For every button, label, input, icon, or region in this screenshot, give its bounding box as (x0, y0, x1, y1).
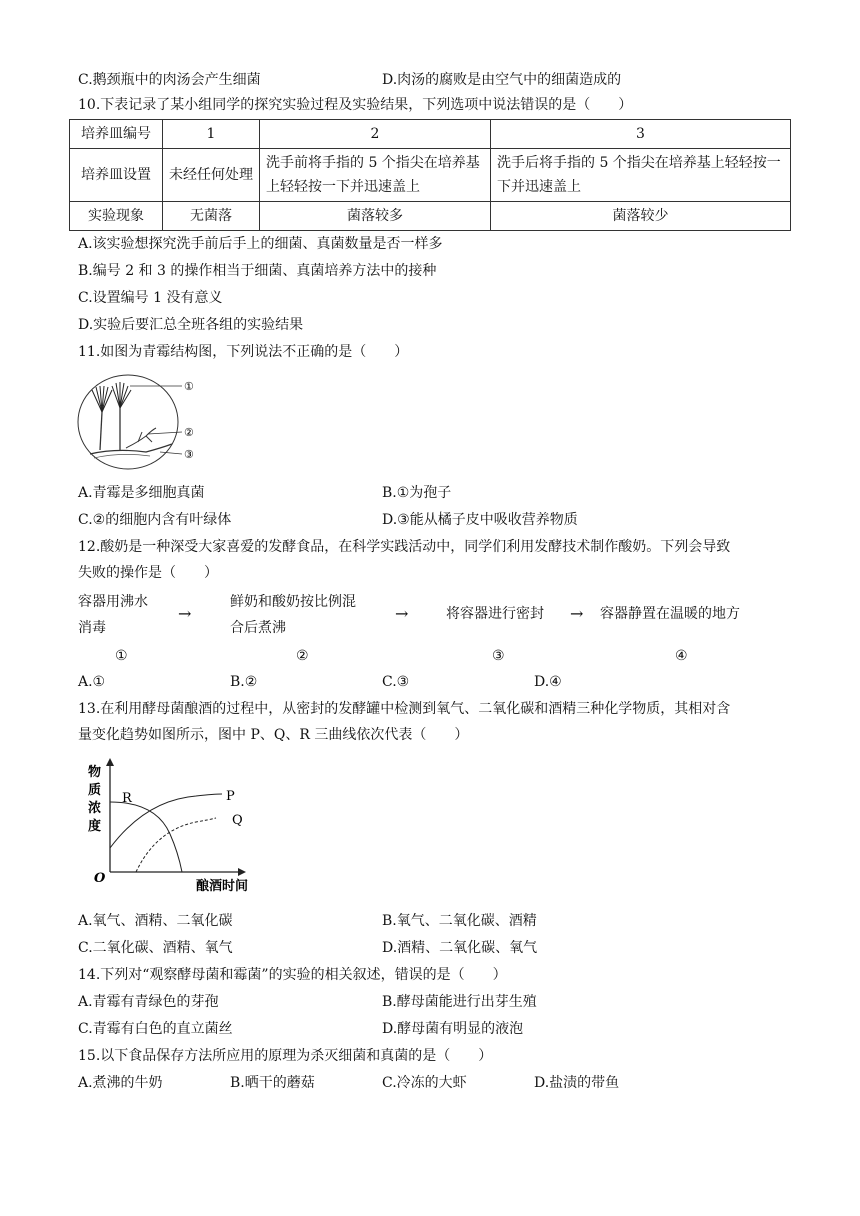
table-cell: 2 (260, 120, 491, 149)
step-number-2: ② (296, 648, 309, 664)
table-cell: 未经任何处理 (163, 149, 260, 202)
step-2-line1: 鲜奶和酸奶按比例混 (230, 594, 356, 610)
q11-option-c: C.②的细胞内含有叶绿体 (78, 512, 232, 528)
q14-option-a: A.青霉有青绿色的芽孢 (78, 994, 219, 1010)
arrow-icon: → (395, 604, 409, 623)
table-cell: 洗手后将手指的 5 个指尖在培养基上轻轻按一下并迅速盖上 (491, 149, 791, 202)
q14-option-c: C.青霉有白色的直立菌丝 (78, 1021, 233, 1037)
step-number-4: ④ (675, 648, 688, 664)
curve-label-p: P (226, 789, 235, 804)
table-cell: 实验现象 (70, 202, 163, 231)
q11-option-d: D.③能从橘子皮中吸收营养物质 (382, 512, 578, 528)
experiment-table (69, 119, 791, 231)
q10-option-d: D.实验后要汇总全班各组的实验结果 (78, 317, 304, 333)
q12-option-a: A.① (78, 674, 106, 690)
q10-option-b: B.编号 2 和 3 的操作相当于细菌、真菌培养方法中的接种 (78, 263, 437, 279)
q13-option-c: C.二氧化碳、酒精、氧气 (78, 940, 233, 956)
q12-option-d: D.④ (534, 674, 562, 690)
q11-option-a: A.青霉是多细胞真菌 (78, 485, 205, 501)
substance-concentration-graph (86, 756, 282, 900)
table-cell: 1 (163, 120, 260, 149)
curve-label-q: Q (232, 813, 243, 828)
table-cell: 洗手前将手指的 5 个指尖在培养基上轻轻按一下并迅速盖上 (260, 149, 491, 202)
q14-stem: 14.下列对“观察酵母菌和霉菌”的实验的相关叙述，错误的是（ ） (78, 967, 507, 983)
q13-option-d: D.酒精、二氧化碳、氧气 (382, 940, 538, 956)
step-number-3: ③ (492, 648, 505, 664)
q11-option-b: B.①为孢子 (382, 485, 452, 501)
q15-stem: 15.以下食品保存方法所应用的原理为杀灭细菌和真菌的是（ ） (78, 1048, 493, 1064)
q12-option-c: C.③ (382, 674, 410, 690)
label-1: ① (184, 380, 194, 393)
q14-option-d: D.酵母菌有明显的液泡 (382, 1021, 524, 1037)
q13-stem-line1: 13.在利用酵母菌酿酒的过程中，从密封的发酵罐中检测到氧气、二氧化碳和酒精三种化学物质，其相对含 (78, 701, 731, 717)
label-2: ② (184, 426, 194, 439)
x-axis-label: 酿酒时间 (196, 879, 249, 894)
q10-stem: 10.下表记录了某小组同学的探究实验过程及实验结果，下列选项中说法错误的是（ ） (78, 97, 633, 113)
y-label-char: 度 (88, 819, 102, 834)
q15-option-a: A.煮沸的牛奶 (78, 1075, 163, 1091)
y-label-char: 物 (88, 765, 102, 780)
arrow-icon: → (178, 604, 192, 623)
q9-option-c: C.鹅颈瓶中的肉汤会产生细菌 (78, 72, 261, 88)
q15-option-d: D.盐渍的带鱼 (534, 1075, 620, 1091)
penicillium-structure-diagram (76, 372, 206, 472)
q13-option-b: B.氧气、二氧化碳、酒精 (382, 913, 537, 929)
q13-option-a: A.氧气、酒精、二氧化碳 (78, 913, 233, 929)
table-cell: 无菌落 (163, 202, 260, 231)
q9-option-d: D.肉汤的腐败是由空气中的细菌造成的 (382, 72, 622, 88)
origin-label: O (94, 871, 106, 886)
q12-option-b: B.② (230, 674, 258, 690)
q10-option-a: A.该实验想探究洗手前后手上的细菌、真菌数量是否一样多 (78, 236, 443, 252)
step-number-1: ① (115, 648, 128, 664)
arrow-icon: → (570, 604, 584, 623)
step-2-line2: 合后煮沸 (230, 620, 286, 636)
label-3: ③ (184, 448, 194, 461)
q15-option-c: C.冷冻的大虾 (382, 1075, 467, 1091)
q10-option-c: C.设置编号 1 没有意义 (78, 290, 223, 306)
q11-stem: 11.如图为青霉结构图，下列说法不正确的是（ ） (78, 344, 409, 360)
q15-option-b: B.晒干的蘑菇 (230, 1075, 315, 1091)
q12-stem-line1: 12.酸奶是一种深受大家喜爱的发酵食品，在科学实践活动中，同学们利用发酵技术制作酸奶。下列会导致 (78, 539, 731, 555)
step-1-line1: 容器用沸水 (78, 594, 148, 610)
table-row (70, 202, 791, 231)
table-row (70, 149, 791, 202)
table-row (70, 120, 791, 149)
table-cell: 菌落较多 (260, 202, 491, 231)
table-cell: 3 (491, 120, 791, 149)
q13-stem-line2: 量变化趋势如图所示，图中 P、Q、R 三曲线依次代表（ ） (78, 727, 469, 743)
step-4: 容器静置在温暖的地方 (600, 606, 740, 622)
table-cell: 培养皿设置 (70, 149, 163, 202)
q14-option-b: B.酵母菌能进行出芽生殖 (382, 994, 537, 1010)
y-label-char: 质 (88, 783, 102, 798)
curve-label-r: R (122, 791, 132, 806)
q12-stem-line2: 失败的操作是（ ） (78, 565, 218, 581)
step-1-line2: 消毒 (78, 620, 106, 636)
table-cell: 菌落较少 (491, 202, 791, 231)
table-cell: 培养皿编号 (70, 120, 163, 149)
step-3: 将容器进行密封 (446, 606, 544, 622)
y-label-char: 浓 (88, 801, 102, 816)
